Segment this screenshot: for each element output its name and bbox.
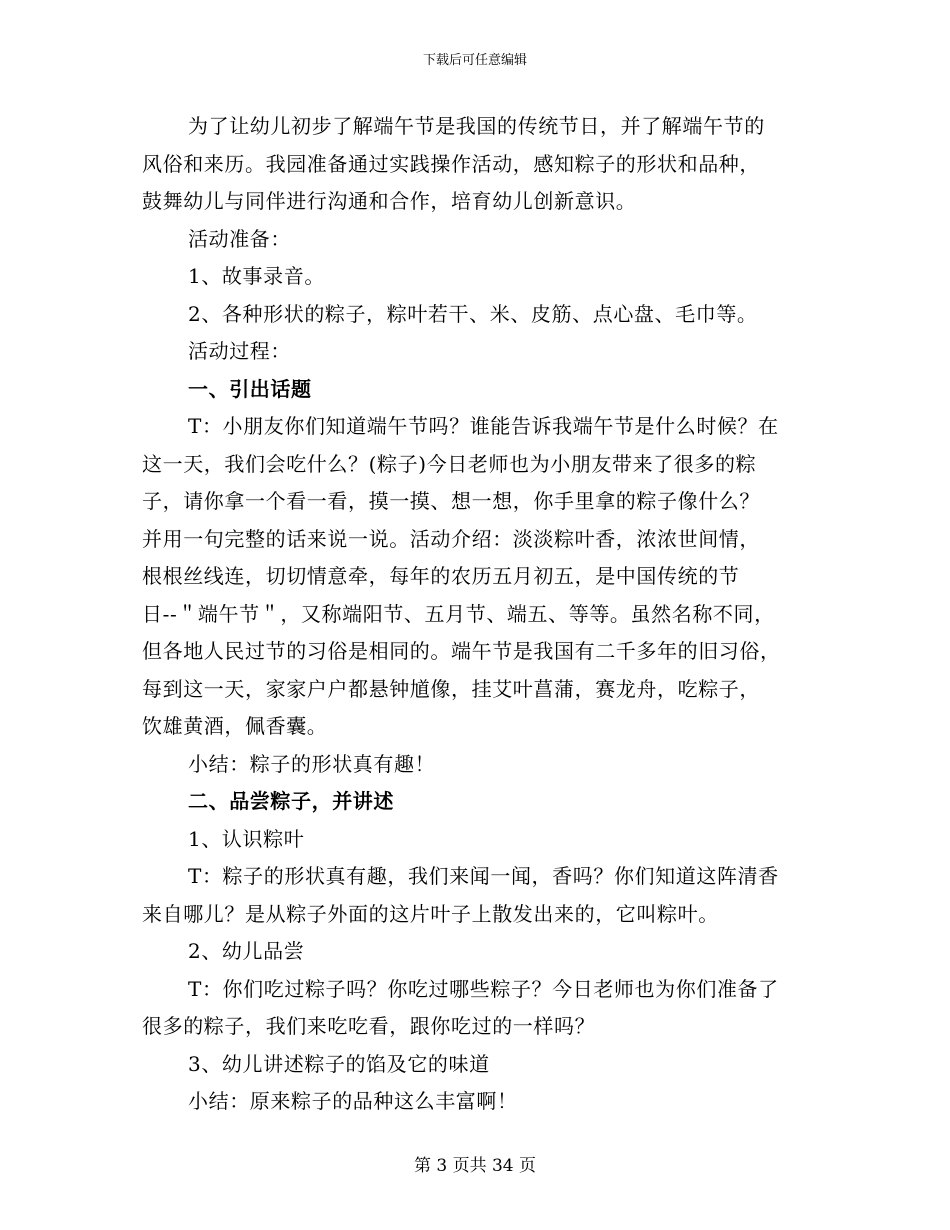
text-line: 1、认识粽叶 [188,826,305,851]
text-line: 每到这一天，家家户户都悬钟馗像，挂艾叶菖蒲，赛龙舟，吃粽子， [142,676,760,701]
document-body [142,108,814,1121]
text-line: 鼓舞幼儿与同伴进行沟通和合作，培育幼儿创新意识。 [142,189,637,213]
text-line: 2、幼儿品尝 [188,939,305,963]
text-line: 1、故事录音。 [188,264,325,288]
text-line: 为了让幼儿初步了解端午节是我国的传统节日，并了解端午节的 [188,114,765,138]
text-line: 风俗和来历。我园准备通过实践操作活动，感知粽子的形状和品种， [142,151,760,176]
page-footer: 第 3 页共 34 页 [413,1156,537,1176]
section-heading: 二、品尝粽子，并讲述 [188,789,394,813]
text-line: T：粽子的形状真有趣，我们来闻一闻，香吗？你们知道这阵清香 [188,864,779,888]
text-line: 这一天，我们会吃什么？(粽子)今日老师也为小朋友带来了很多的粽 [142,451,757,476]
text-line: T：小朋友你们知道端午节吗？谁能告诉我端午节是什么时候？在 [188,414,779,438]
section-heading: 一、引出话题 [188,376,312,401]
text-line: 活动过程： [188,339,291,363]
text-line: 并用一句完整的话来说一说。活动介绍：淡淡粽叶香，浓浓世间情， [142,526,760,551]
page-header: 下载后可任意编辑 [422,53,527,68]
text-line: 来自哪儿？是从粽子外面的这片叶子上散发出来的，它叫粽叶。 [142,901,719,926]
text-line: 日--＂端午节＂，又称端阳节、五月节、端五、等等。虽然名称不同， [142,601,775,626]
text-line: 2、各种形状的粽子，粽叶若干、米、皮筋、点心盘、毛巾等。 [188,301,758,326]
text-line: 子，请你拿一个看一看，摸一摸、想一想，你手里拿的粽子像什么？ [142,489,760,513]
text-line: 小结：原来粽子的品种这么丰富啊！ [188,1089,518,1113]
text-line: 小结：粽子的形状真有趣！ [188,751,436,776]
text-line: 很多的粽子，我们来吃吃看，跟你吃过的一样吗？ [142,1014,596,1038]
text-line: 但各地人民过节的习俗是相同的。端午节是我国有二千多年的旧习俗， [142,639,781,663]
text-line: 3、幼儿讲述粽子的馅及它的味道 [188,1051,490,1076]
text-line: T：你们吃过粽子吗？你吃过哪些粽子？今日老师也为你们准备了 [188,976,779,1001]
text-line: 饮雄黄酒，佩香囊。 [142,714,328,738]
text-line: 活动准备： [188,226,291,251]
text-line: 根根丝线连，切切情意牵，每年的农历五月初五，是中国传统的节 [142,564,740,588]
